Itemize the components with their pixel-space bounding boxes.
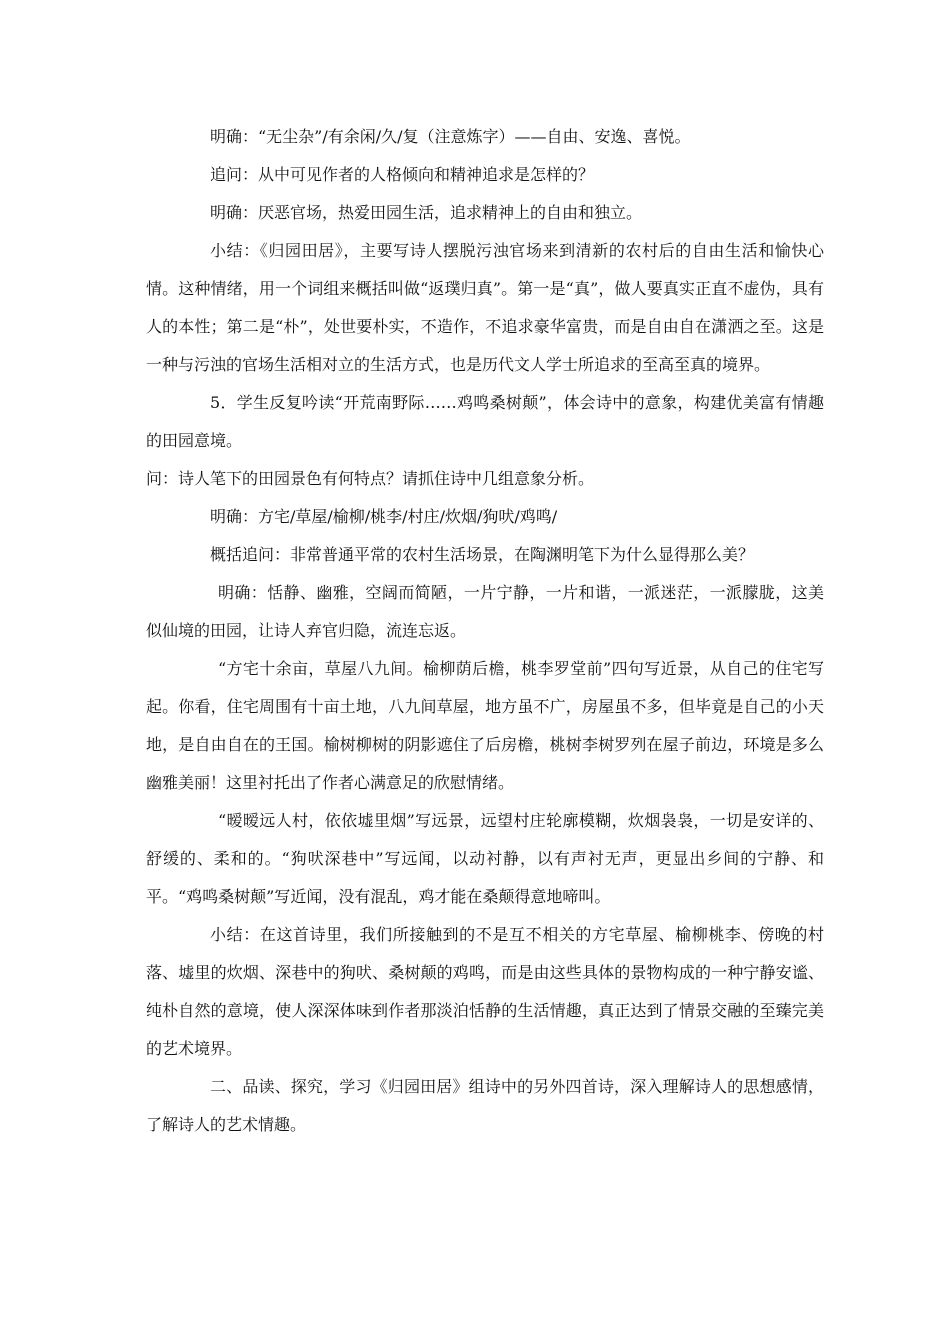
paragraph-clarify-3: 明确：方宅/草屋/榆柳/桃李/村庄/炊烟/狗吠/鸡鸣/: [210, 507, 558, 526]
paragraph-section-two: 二、品读、探究，学习《归园田居》组诗中的另外四首诗，深入理解诗人的思想感情，了解诗人的艺术情趣。: [146, 1077, 824, 1134]
paragraph-question: 问：诗人笔下的田园景色有何特点？请抓住诗中几组意象分析。: [146, 469, 595, 488]
paragraph-clarify-2: 明确：厌恶官场，热爱田园生活，追求精神上的自由和独立。: [210, 203, 643, 222]
paragraph-follow-up-question-1: 追问：从中可见作者的人格倾向和精神追求是怎样的？: [210, 165, 595, 184]
paragraph-step-5: 5．学生反复吟读“开荒南野际……鸡鸣桑树颠”，体会诗中的意象，构建优美富有情趣的田园意境。: [146, 393, 824, 450]
paragraph-clarify-4: 明确：恬静、幽雅，空阔而简陋，一片宁静，一片和谐，一派迷茫，一派朦胧，这美似仙境的田园，让诗人弃官归隐，流连忘返。: [146, 583, 824, 640]
paragraph-summary-2: 小结：在这首诗里，我们所接触到的不是互不相关的方宅草屋、榆柳桃李、傍晚的村落、墟里的炊烟、深巷中的狗吠、桑树颠的鸡鸣，而是由这些具体的景物构成的一种宁静安谧、纯朴自然的意境，使人深深体味到作者那淡泊恬静的生活情趣，真正达到了情景交融的至臻完美的艺术境界。: [146, 925, 824, 1058]
paragraph-summary-follow-up: 概括追问：非常普通平常的农村生活场景，在陶渊明笔下为什么显得那么美？: [210, 545, 755, 564]
paragraph-clarify-1: 明确：“无尘杂”/有余闲/久/复（注意炼字）——自由、安逸、喜悦。: [210, 127, 691, 146]
paragraph-summary-1: 小结：《归园田居》，主要写诗人摆脱污浊官场来到清新的农村后的自由生活和愉快心情。这种情绪，用一个词组来概括叫做“返璞归真”。第一是“真”，做人要真实正直不虚伪，具有人的本性；第二是“朴”，处世要朴实，不造作，不追求豪华富贵，而是自由自在潇洒之至。这是一种与污浊的官场生活相对立的生活方式，也是历代文人学士所追求的至高至真的境界。: [146, 241, 824, 374]
document-body: [146, 118, 824, 1144]
paragraph-near-scene: “方宅十余亩，草屋八九间。榆柳荫后檐，桃李罗堂前”四句写近景，从自己的住宅写起。你看，住宅周围有十亩土地，八九间草屋，地方虽不广，房屋虽不多，但毕竟是自己的小天地，是自由自在的王国。榆树柳树的阴影遮住了后房檐，桃树李树罗列在屋子前边，环境是多么幽雅美丽！这里衬托出了作者心满意足的欣慰情绪。: [146, 659, 824, 792]
paragraph-far-scene: “暧暧远人村，依依墟里烟”写远景，远望村庄轮廓模糊，炊烟袅袅，一切是安详的、舒缓的、柔和的。“狗吠深巷中”写远闻，以动衬静，以有声衬无声，更显出乡间的宁静、和平。“鸡鸣桑树颠”写近闻，没有混乱，鸡才能在桑颠得意地啼叫。: [146, 811, 824, 906]
